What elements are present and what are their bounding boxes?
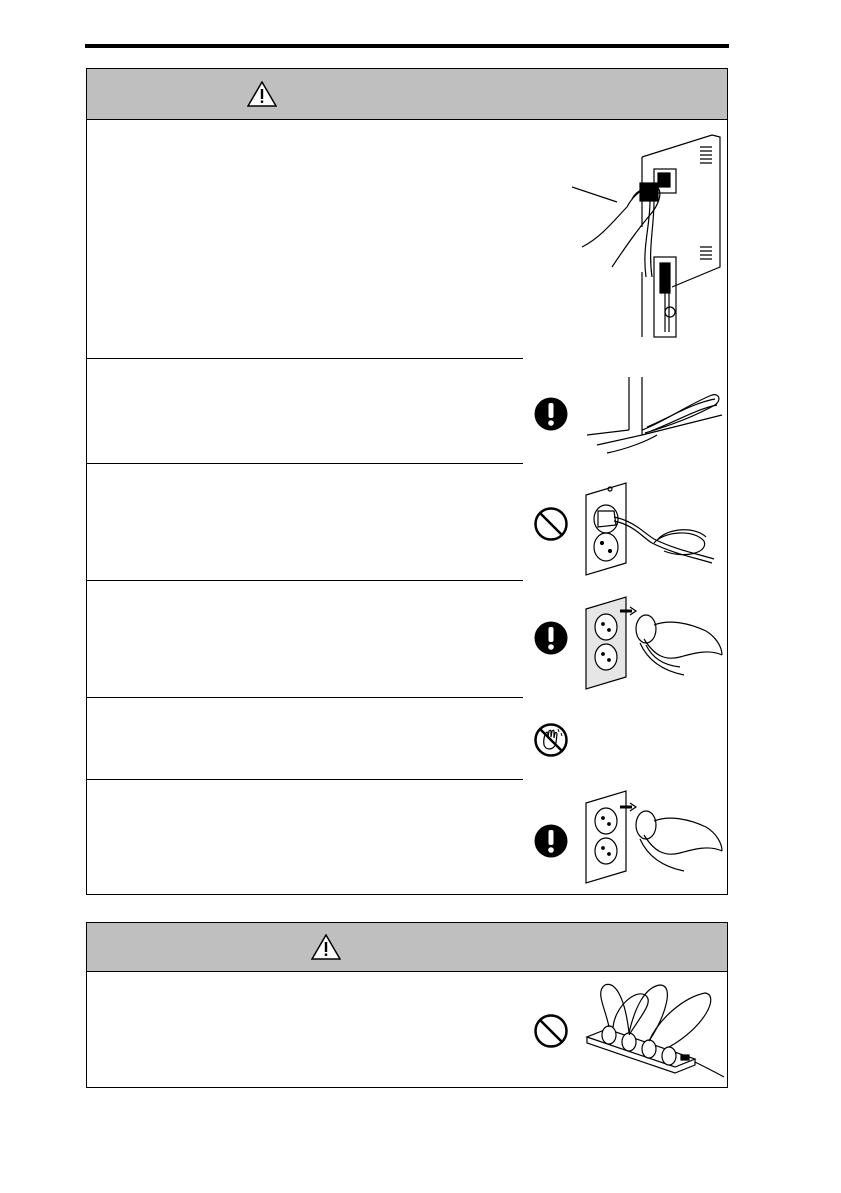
mandatory-action-icon [534, 824, 568, 858]
plug-fully-inserted-illustration [584, 595, 724, 690]
no-wet-hands-icon [534, 723, 568, 757]
caution-header [87, 923, 727, 972]
warning-panel [86, 68, 728, 895]
warning-header [87, 69, 727, 120]
row-divider [87, 779, 523, 780]
row-divider [87, 580, 523, 581]
mandatory-action-icon [534, 397, 568, 431]
grip-plug-illustration [584, 789, 724, 884]
row-divider [87, 358, 523, 359]
row-divider [87, 697, 523, 698]
row-divider [87, 463, 523, 464]
prohibition-icon [534, 1014, 568, 1048]
caution-panel [86, 922, 728, 1088]
prohibition-icon [534, 507, 568, 541]
power-strip-overload-illustration [585, 977, 725, 1081]
cord-clear-of-walkway-illustration [587, 375, 727, 455]
mandatory-action-icon [534, 621, 568, 655]
warning-triangle-icon [311, 934, 341, 960]
cord-not-bundled-illustration [584, 481, 724, 576]
warning-triangle-icon [247, 81, 277, 107]
power-cord-plug-illustration [572, 127, 722, 342]
top-rule [85, 44, 729, 48]
